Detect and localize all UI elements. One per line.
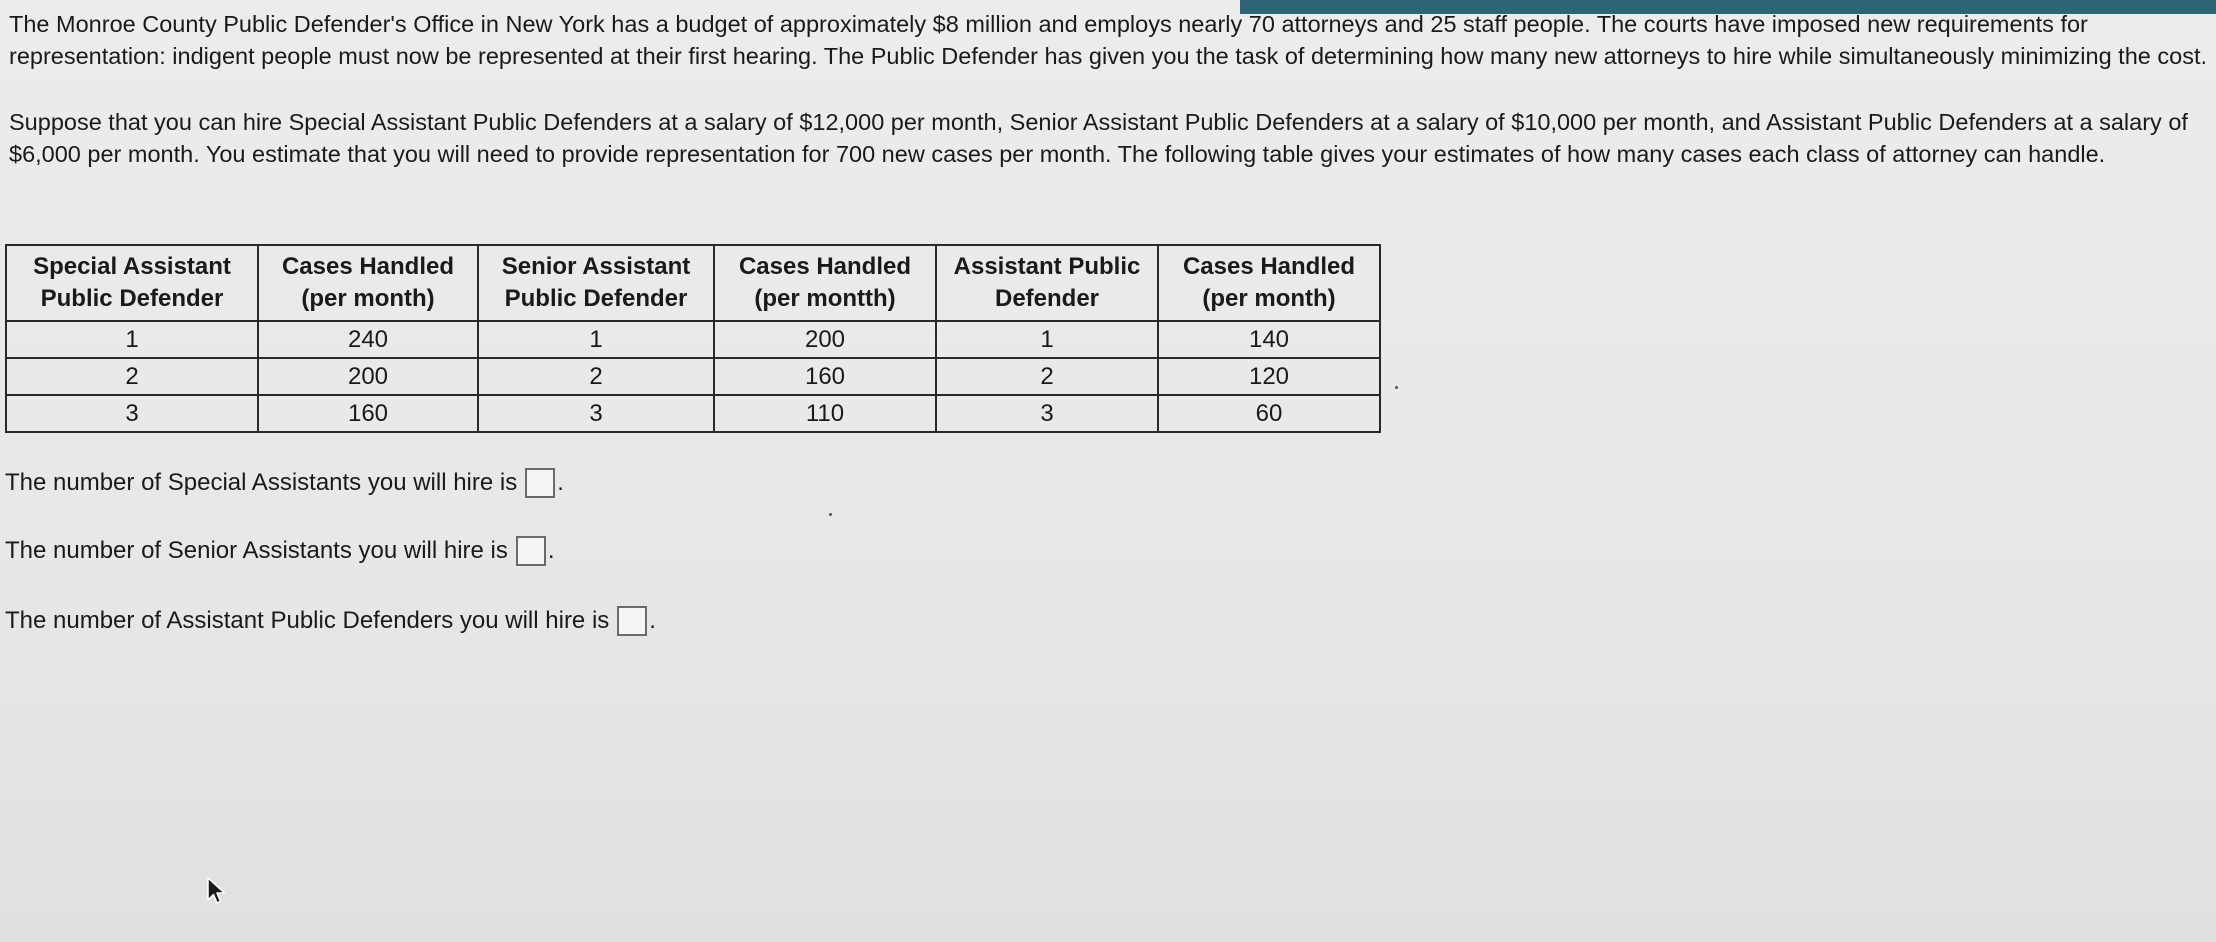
table-cell: 160 [714, 358, 936, 395]
question-assistant-label: The number of Assistant Public Defenders you will hire is [5, 607, 610, 634]
period-text: . [547, 537, 555, 564]
table-cell: 3 [936, 395, 1158, 432]
table-cell: 120 [1158, 358, 1380, 395]
question-special-label: The number of Special Assistants you will hire is [5, 469, 518, 496]
problem-paragraph-1: The Monroe County Public Defender's Office in New York has a budget of approximately $8 million and employs nearly 70 attorneys and 25 staff people. The courts have imposed new requirements for representation: indigent people must now be represented at their first hearing. The Public Defender has given you the task of determining how many new attorneys to hire while simultaneously minimizing the cost. [9, 11, 2208, 69]
special-assistants-answer-input[interactable] [525, 468, 555, 498]
table-cell: 110 [714, 395, 936, 432]
cases-table [5, 244, 1381, 433]
problem-text [9, 8, 2209, 170]
table-cell: 60 [1158, 395, 1380, 432]
table-cell: 2 [478, 358, 714, 395]
stray-dot [1395, 386, 1398, 389]
question-assistant-defenders [5, 606, 656, 636]
header-assistant-cases: Cases Handled (per month) [1158, 245, 1380, 321]
table-cell: 3 [6, 395, 258, 432]
stray-dot [829, 513, 832, 516]
question-special-assistants [5, 468, 564, 498]
table-header-row [6, 245, 1380, 321]
period-text: . [557, 469, 564, 496]
header-senior-assistant: Senior Assistant Public Defender [478, 245, 714, 321]
mouse-pointer-icon [206, 876, 228, 906]
question-senior-label: The number of Senior Assistants you will hire is [5, 537, 508, 564]
table-cell: 200 [714, 321, 936, 358]
table-cell: 1 [478, 321, 714, 358]
header-special-cases: Cases Handled (per month) [258, 245, 478, 321]
table-cell: 1 [936, 321, 1158, 358]
question-senior-assistants [5, 536, 555, 566]
table-row [6, 395, 1380, 432]
table-cell: 200 [258, 358, 478, 395]
table-row [6, 321, 1380, 358]
problem-paragraph-2: Suppose that you can hire Special Assistant Public Defenders at a salary of $12,000 per month, Senior Assistant Public Defenders at a salary of $10,000 per month, and Assistant Public Defenders at a salary of $6,000 per month. You estimate that you will need to provide representation for 700 new cases per month. The following table gives your estimates of how many cases each class of attorney can handle. [9, 109, 2188, 167]
table-cell: 2 [6, 358, 258, 395]
table-cell: 160 [258, 395, 478, 432]
table-cell: 3 [478, 395, 714, 432]
table-cell: 240 [258, 321, 478, 358]
table-cell: 1 [6, 321, 258, 358]
header-special-assistant: Special Assistant Public Defender [6, 245, 258, 321]
period-text: . [649, 607, 656, 634]
table-cell: 140 [1158, 321, 1380, 358]
header-senior-cases: Cases Handled (per montth) [714, 245, 936, 321]
assistant-defenders-answer-input[interactable] [617, 606, 647, 636]
table-row [6, 358, 1380, 395]
senior-assistants-answer-input[interactable] [516, 536, 546, 566]
table-cell: 2 [936, 358, 1158, 395]
header-assistant-public: Assistant Public Defender [936, 245, 1158, 321]
